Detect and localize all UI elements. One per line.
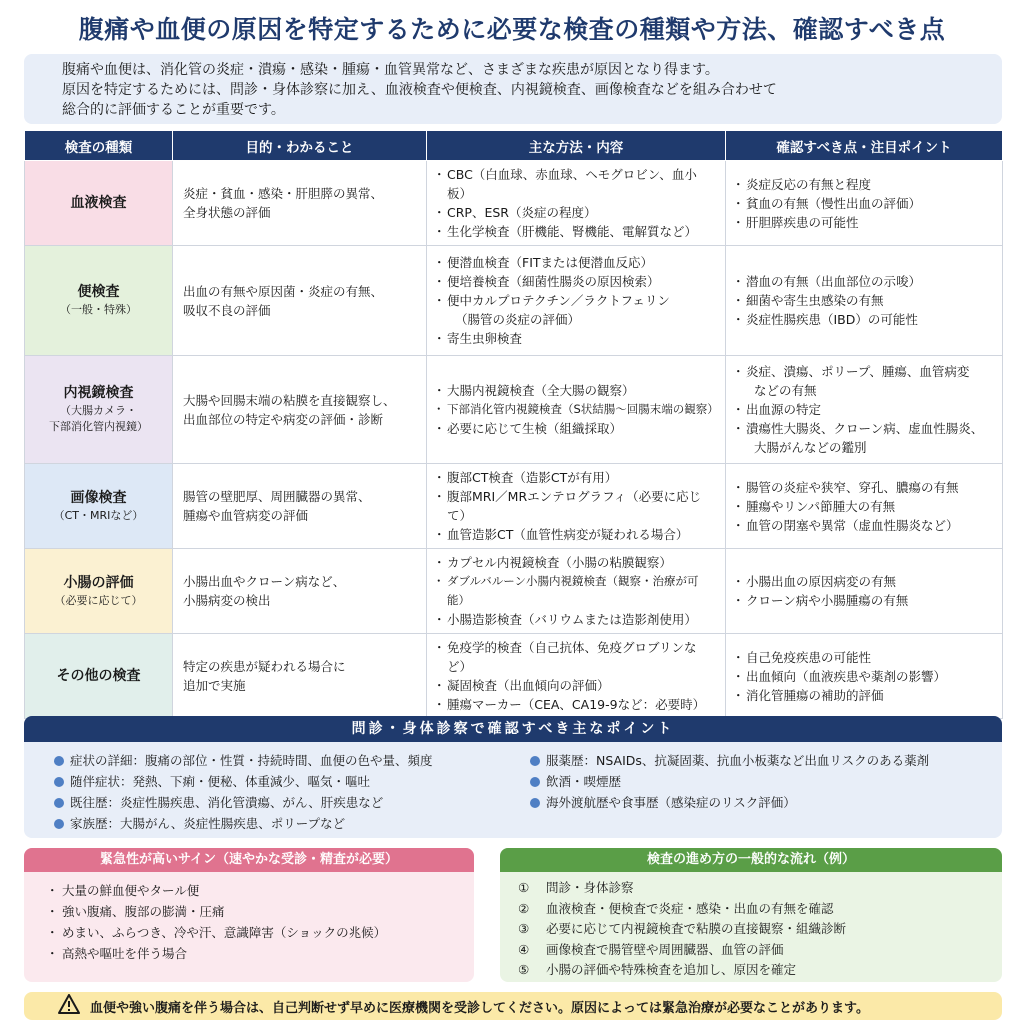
intro-line: 腹痛や血便は、消化管の炎症・潰瘍・感染・腫瘍・血管異常など、さまざまな疾患が原因となり得ます。 — [62, 62, 719, 78]
methods-cell — [427, 634, 726, 719]
exam-subname: 下部消化管内視鏡） — [49, 420, 148, 433]
exam-table — [24, 130, 1003, 719]
purpose-cell — [173, 246, 427, 356]
point-item: ・ 肝胆膵疾患の可能性 — [736, 213, 992, 232]
point-continuation: などの有無 — [754, 383, 817, 398]
table-row — [25, 246, 1003, 356]
flow-step — [518, 940, 1002, 961]
purpose-line: 出血の有無や原因菌・炎症の有無、 — [183, 283, 384, 299]
flow-step — [518, 899, 1002, 920]
exam-subname: （CT・MRIなど） — [53, 508, 144, 522]
purpose-line: 腫瘍や血管病変の評価 — [183, 508, 309, 523]
flow-step-text: 小腸の評価や特殊検査を追加し、原因を確定 — [546, 962, 797, 977]
point-item: ・ 炎症反応の有無と程度 — [736, 175, 992, 194]
purpose-line: 追加で実施 — [183, 678, 246, 693]
flow-step — [518, 960, 1002, 981]
method-item: ・ CRP、ESR（炎症の程度） — [437, 203, 715, 222]
point-item: ・ 腫瘍やリンパ節腫大の有無 — [736, 497, 992, 516]
flow-step — [518, 919, 1002, 940]
method-item: ・ カプセル内視鏡検査（小腸の粘膜観察） — [437, 553, 715, 572]
purpose-line: 小腸病変の検出 — [183, 593, 271, 608]
interview-item: 服薬歴：NSAIDs、抗凝固薬、抗血小板薬など出血リスクのある薬剤 — [530, 750, 929, 771]
method-item: ・ 下部消化管内視鏡検査（S状結腸〜回腸末端の観察） — [437, 400, 715, 419]
flow-step-number: ⑤ — [518, 962, 530, 977]
warning-banner — [24, 992, 1002, 1020]
exam-name-cell — [25, 356, 173, 464]
interview-item: 海外渡航歴や食事歴（感染症のリスク評価） — [530, 792, 929, 813]
interview-item: 既往歴：炎症性腸疾患、消化管潰瘍、がん、肝疾患など — [54, 792, 530, 813]
interview-item: 家族歴：大腸がん、炎症性腸疾患、ポリープなど — [54, 813, 530, 834]
purpose-cell — [173, 356, 427, 464]
flow-step-number: ② — [518, 900, 530, 916]
method-item: ・ 寄生虫卵検査 — [437, 329, 715, 348]
interview-left-list — [54, 750, 530, 834]
method-item: ・ 免疫学的検査（自己抗体、免疫グロブリンなど） — [437, 638, 715, 676]
purpose-line: 腸管の壁肥厚、周囲臓器の異常、 — [183, 489, 371, 504]
urgent-signs-box — [24, 848, 474, 982]
flow-step-text: 血液検査・便検査で炎症・感染・出血の有無を確認 — [546, 900, 834, 916]
page-title: 腹痛や血便の原因を特定するために必要な検査の種類や方法、確認すべき点 — [78, 15, 946, 44]
points-cell — [726, 549, 1003, 634]
intro-line: 原因を特定するためには、問診・身体診察に加え、血液検査や便検査、内視鏡検査、画像検査などを組み合わせて — [62, 82, 777, 98]
flow-step — [518, 878, 1002, 899]
purpose-line: 全身状態の評価 — [183, 205, 271, 220]
table-row — [25, 161, 1003, 246]
flow-step-text: 問診・身体診察 — [546, 880, 634, 895]
point-item: ・ クローン病や小腸腫瘍の有無 — [736, 591, 992, 610]
point-item: ・ 出血傾向（血液疾患や薬剤の影響） — [736, 667, 992, 686]
purpose-line: 特定の疾患が疑われる場合に — [183, 659, 346, 674]
intro-box — [24, 54, 1002, 124]
method-item: ・ 必要に応じて生検（組織採取） — [437, 419, 715, 438]
purpose-line: 吸収不良の評価 — [183, 302, 271, 318]
exam-subname: （一般・特殊） — [60, 303, 137, 316]
method-item: ・ 腹部MRI／MRエンテログラフィ（必要に応じて） — [437, 487, 715, 525]
point-item: ・ 小腸出血の原因病変の有無 — [736, 572, 992, 591]
purpose-line: 大腸や回腸末端の粘膜を直接観察し、 — [183, 392, 396, 408]
header-points: 確認すべき点・注目ポイント — [726, 131, 1003, 161]
point-item — [736, 419, 992, 457]
header-exam-type: 検査の種類 — [25, 131, 173, 161]
method-item: ・ 生化学検査（肝機能、腎機能、電解質など） — [437, 222, 715, 241]
method-item: ・ 腹部CT検査（造影CTが有用） — [437, 468, 715, 487]
method-item: ・ 血管造影CT（血管性病変が疑われる場合） — [437, 525, 715, 544]
header-purpose: 目的・わかること — [173, 131, 427, 161]
urgent-item: ・ 大量の鮮血便やタール便 — [50, 880, 474, 901]
point-item: ・ 貧血の有無（慢性出血の評価） — [736, 194, 992, 213]
point-continuation: 大腸がんなどの鑑別 — [754, 440, 867, 455]
flow-step-text: 必要に応じて内視鏡検査で粘膜の直接観察・組織診断 — [546, 921, 847, 936]
method-item — [437, 291, 715, 329]
points-cell — [726, 464, 1003, 549]
interview-section — [24, 716, 1002, 838]
exam-name: 便検査 — [77, 284, 120, 300]
purpose-cell — [173, 464, 427, 549]
flow-step-number: ① — [518, 880, 530, 895]
exam-name: 画像検査 — [70, 489, 127, 506]
table-row — [25, 356, 1003, 464]
exam-name: その他の検査 — [56, 667, 141, 684]
purpose-cell — [173, 634, 427, 719]
purpose-cell — [173, 161, 427, 246]
exam-name: 小腸の評価 — [63, 574, 134, 591]
methods-cell — [427, 161, 726, 246]
flow-title: 検査の進め方の一般的な流れ（例） — [500, 848, 1002, 872]
flow-step-number: ④ — [518, 941, 530, 957]
points-cell — [726, 161, 1003, 246]
point-item: ・ 自己免疫疾患の可能性 — [736, 648, 992, 667]
interview-item: 飲酒・喫煙歴 — [530, 771, 929, 792]
method-item: ・ 大腸内視鏡検査（全大腸の観察） — [437, 381, 715, 400]
points-cell — [726, 634, 1003, 719]
purpose-line: 炎症・貧血・感染・肝胆膵の異常、 — [183, 186, 384, 201]
urgent-item: ・ 高熱や嘔吐を伴う場合 — [50, 943, 474, 964]
methods-cell — [427, 246, 726, 356]
exam-subname: （必要に応じて） — [54, 593, 143, 607]
warning-icon — [58, 994, 90, 1018]
interview-title: 問診・身体診察で確認すべき主なポイント — [24, 716, 1002, 742]
method-item: ・ 便潜血検査（FITまたは便潜血反応） — [437, 253, 715, 272]
urgent-item: ・ 強い腹痛、腹部の膨満・圧痛 — [50, 901, 474, 922]
point-item: ・ 細菌や寄生虫感染の有無 — [736, 291, 992, 310]
exam-name-cell — [25, 161, 173, 246]
methods-cell — [427, 549, 726, 634]
method-continuation: （腸管の炎症の評価） — [455, 312, 581, 327]
point-text: 炎症、潰瘍、ポリープ、腫瘍、血管病変 — [746, 364, 970, 379]
table-row — [25, 464, 1003, 549]
method-item: ・ 腫瘍マーカー（CEA、CA19-9など：必要時） — [437, 695, 715, 714]
method-item: ・ 小腸造影検査（バリウムまたは造影剤使用） — [437, 610, 715, 629]
urgent-item: ・ めまい、ふらつき、冷や汗、意識障害（ショックの兆候） — [50, 922, 474, 943]
warning-text: 血便や強い腹痛を伴う場合は、自己判断せず早めに医療機関を受診してください。原因によっては緊急治療が必要なことがあります。 — [90, 1000, 869, 1016]
exam-subname: （大腸カメラ・ — [60, 404, 137, 417]
purpose-line: 小腸出血やクローン病など、 — [183, 574, 346, 589]
point-item: ・ 潜血の有無（出血部位の示唆） — [736, 272, 992, 291]
interview-item: 症状の詳細：腹痛の部位・性質・持続時間、血便の色や量、頻度 — [54, 750, 530, 771]
methods-cell — [427, 464, 726, 549]
exam-name: 血液検査 — [70, 194, 127, 211]
point-item: ・ 出血源の特定 — [736, 400, 992, 419]
method-text: 便中カルプロテクチン／ラクトフェリン — [447, 293, 670, 308]
exam-name: 内視鏡検査 — [63, 385, 134, 401]
interview-right-list — [530, 750, 929, 834]
flow-step-text: 画像検査で腸管壁や周囲臓器、血管の評価 — [546, 941, 784, 957]
exam-flow-box — [500, 848, 1002, 982]
table-header-row — [25, 131, 1003, 161]
method-item: ・ 凝固検査（出血傾向の評価） — [437, 676, 715, 695]
method-item: ・ 便培養検査（細菌性腸炎の原因検索） — [437, 272, 715, 291]
point-item — [736, 362, 992, 400]
method-item: ・ CBC（白血球、赤血球、ヘモグロビン、血小板） — [437, 165, 715, 203]
interview-item: 随伴症状：発熱、下痢・便秘、体重減少、嘔気・嘔吐 — [54, 771, 530, 792]
point-text: 潰瘍性大腸炎、クローン病、虚血性腸炎、 — [746, 421, 984, 436]
table-row — [25, 634, 1003, 719]
table-row — [25, 549, 1003, 634]
point-item: ・ 腸管の炎症や狭窄、穿孔、膿瘍の有無 — [736, 478, 992, 497]
exam-name-cell — [25, 464, 173, 549]
points-cell — [726, 246, 1003, 356]
exam-name-cell — [25, 246, 173, 356]
methods-cell — [427, 356, 726, 464]
point-item: ・ 消化管腫瘍の補助的評価 — [736, 686, 992, 705]
points-cell — [726, 356, 1003, 464]
method-item: ・ ダブルバルーン小腸内視鏡検査（観察・治療が可能） — [437, 572, 715, 610]
intro-line: 総合的に評価することが重要です。 — [62, 102, 285, 118]
flow-step-number: ③ — [518, 921, 530, 936]
point-item: ・ 炎症性腸疾患（IBD）の可能性 — [736, 310, 992, 329]
exam-name-cell — [25, 634, 173, 719]
point-item: ・ 血管の閉塞や異常（虚血性腸炎など） — [736, 516, 992, 535]
urgent-title: 緊急性が高いサイン（速やかな受診・精査が必要） — [24, 848, 474, 872]
purpose-cell — [173, 549, 427, 634]
header-methods: 主な方法・内容 — [427, 131, 726, 161]
exam-name-cell — [25, 549, 173, 634]
purpose-line: 出血部位の特定や病変の評価・診断 — [183, 411, 384, 427]
